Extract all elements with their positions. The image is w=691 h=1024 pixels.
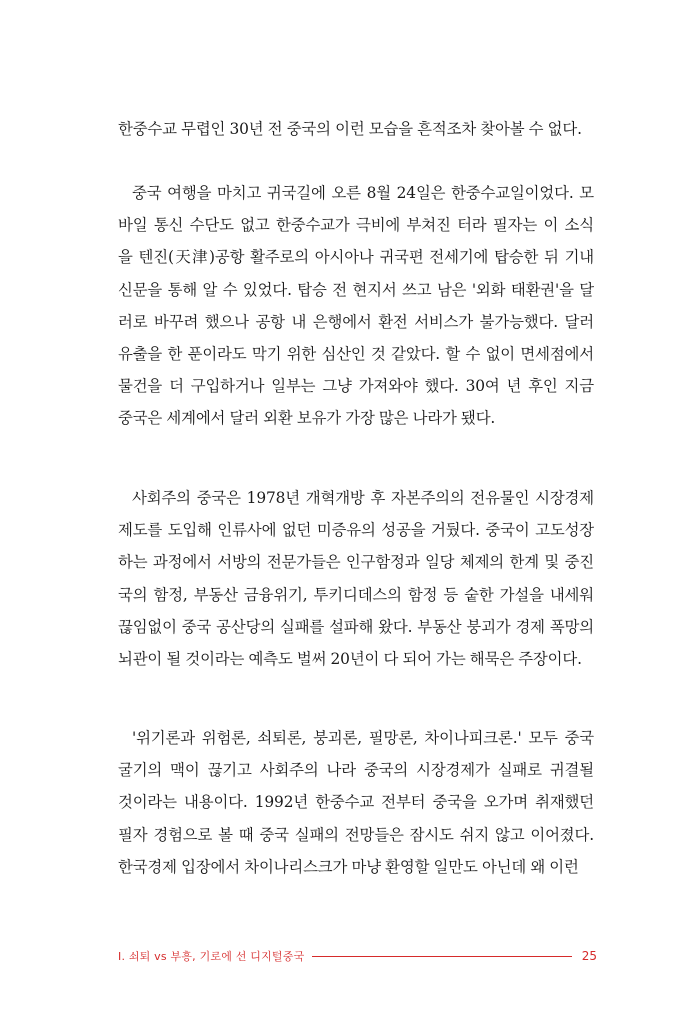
chapter-title: I. 쇠퇴 vs 부흥, 기로에 선 디지털중국 bbox=[118, 950, 305, 963]
footer-divider bbox=[312, 956, 571, 957]
text-line: 한중수교 무렵인 30년 전 중국의 이런 모습을 흔적조차 찾아볼 수 없다. bbox=[118, 120, 582, 138]
page-number: 25 bbox=[581, 949, 597, 963]
text-line: 신문을 통해 알 수 있었다. 탑승 전 현지서 쓰고 남은 '외화 태환권'을 달 bbox=[118, 280, 594, 299]
text-line: 필자 경험으로 볼 때 중국 실패의 전망들은 잠시도 쉬지 않고 이어졌다. bbox=[118, 825, 594, 844]
text-line: 뇌관이 될 것이라는 예측도 벌써 20년이 다 되어 가는 해묵은 주장이다. bbox=[118, 650, 582, 669]
paragraph-2 bbox=[118, 177, 594, 435]
text-line: 을 텐진(天津)공항 활주로의 아시아나 귀국편 전세기에 탑승한 뒤 기내 bbox=[118, 248, 594, 267]
page-footer bbox=[118, 946, 597, 966]
paragraph-3 bbox=[118, 482, 594, 675]
text-line: 러로 바꾸려 했으나 공항 내 은행에서 환전 서비스가 불가능했다. 달러 bbox=[118, 312, 594, 331]
text-line: '위기론과 위험론, 쇠퇴론, 붕괴론, 필망론, 차이나피크론.' 모두 중국 bbox=[132, 729, 594, 747]
paragraph-4 bbox=[118, 722, 594, 883]
paragraph-1 bbox=[118, 113, 594, 145]
text-line: 중국 여행을 마치고 귀국길에 오른 8월 24일은 한중수교일이었다. 모 bbox=[132, 184, 594, 202]
text-line: 유출을 한 푼이라도 막기 위한 심산인 것 같았다. 할 수 없이 면세점에서 bbox=[118, 345, 594, 364]
text-line: 끊임없이 중국 공산당의 실패를 설파해 왔다. 부동산 붕괴가 경제 폭망의 bbox=[118, 617, 594, 636]
text-line: 제도를 도입해 인류사에 없던 미증유의 성공을 거뒀다. 중국이 고도성장 bbox=[118, 521, 594, 540]
text-line: 한국경제 입장에서 차이나리스크가 마냥 환영할 일만도 아닌데 왜 이런 bbox=[118, 857, 579, 876]
text-line: 중국은 세계에서 달러 외환 보유가 가장 많은 나라가 됐다. bbox=[118, 409, 496, 428]
text-line: 하는 과정에서 서방의 전문가들은 인구함정과 일당 체제의 한계 및 중진 bbox=[118, 553, 594, 572]
text-line: 것이라는 내용이다. 1992년 한중수교 전부터 중국을 오가며 취재했던 bbox=[118, 793, 594, 812]
text-line: 물건을 더 구입하거나 일부는 그냥 가져와야 했다. 30여 년 후인 지금 bbox=[118, 377, 594, 396]
text-line: 바일 통신 수단도 없고 한중수교가 극비에 부쳐진 터라 필자는 이 소식 bbox=[118, 216, 594, 235]
text-line: 굴기의 맥이 끊기고 사회주의 나라 중국의 시장경제가 실패로 귀결될 bbox=[118, 761, 594, 780]
text-line: 사회주의 중국은 1978년 개혁개방 후 자본주의의 전유물인 시장경제 bbox=[132, 489, 594, 507]
text-line: 국의 함정, 부동산 금융위기, 투키디데스의 함정 등 숱한 가설을 내세워 bbox=[118, 585, 594, 604]
